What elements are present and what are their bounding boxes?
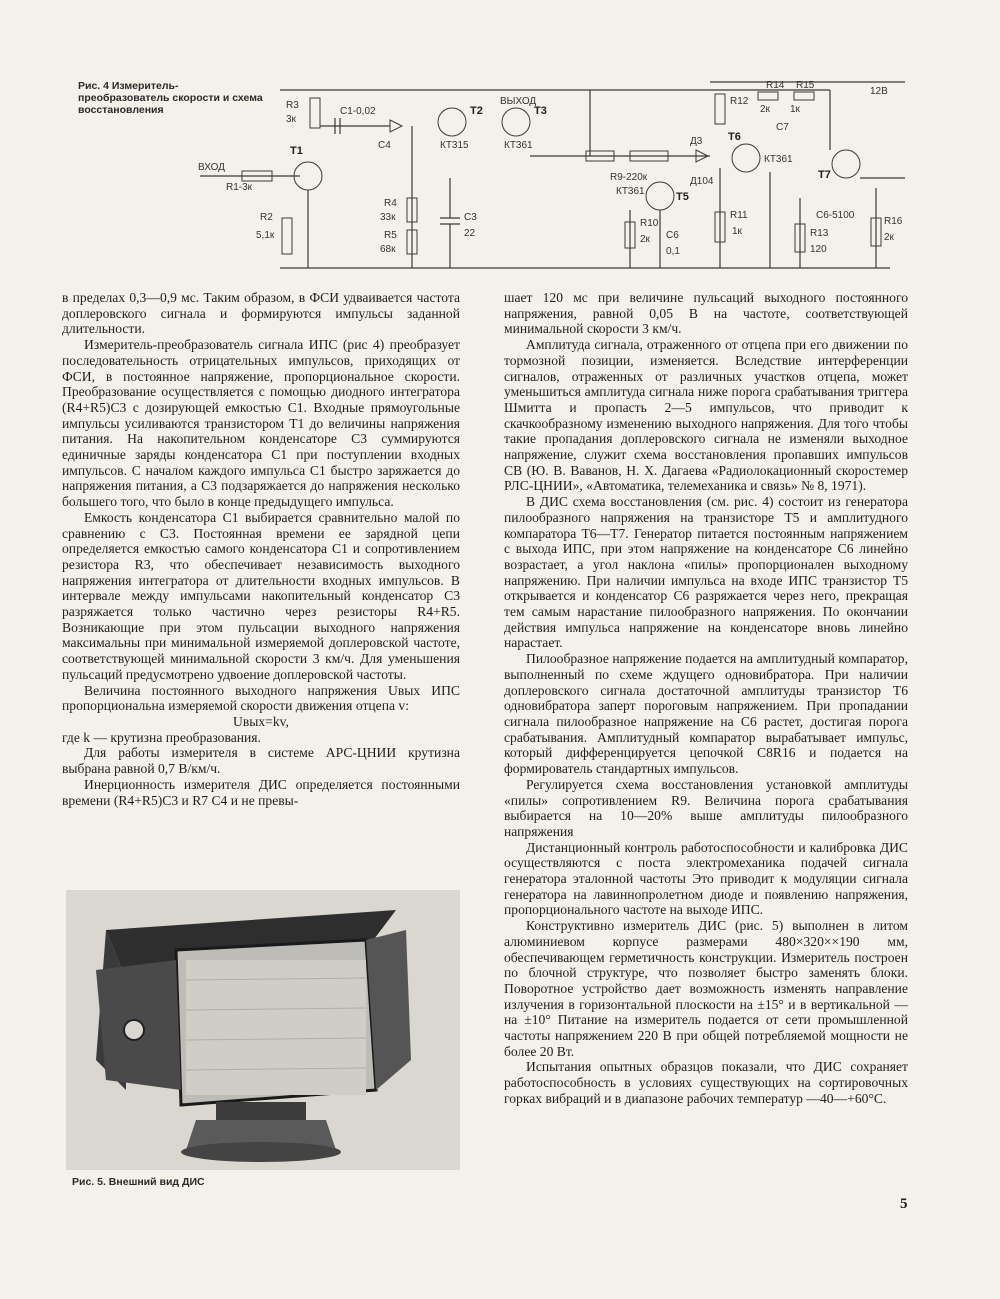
formula: Uвых=kv, [233, 713, 289, 729]
d3-label: Д3 [690, 136, 703, 147]
r12-label: R12 [730, 96, 749, 107]
paragraph: Конструктивно измеритель ДИС (рис. 5) выполнен в литом алюминиевом корпусе размерами 480×320××190 мм, обеспечивающем герметичность конструкции. Измеритель построен по блочной структуре, что позволяет быстро заменять блоки. Поворотное устройство дает возможность изменять направление излучения в горизонтальной плоскости на ±15° и в вертикальной — на ±10° Питание на измеритель подается от сети промышленной частоты напряжением 220 В при общей потребляемой мощности не более 20 Вт. [504, 918, 908, 1059]
r16-label: R16 [884, 216, 903, 227]
r10-label: R10 [640, 218, 659, 229]
r11-value: 1к [732, 226, 742, 237]
t5-label: Т5 [676, 191, 689, 203]
paragraph: Пилообразное напряжение подается на амплитудный компаратор, выполненный по схеме ждущего одновибратора. При наличии доплеровского сигнала достаточной амплитуды транзистор Т6 одновибратора заперт пороговым напряжением. При пропадании сигнала пилообразное напряжение на C6 растет, достигая порога срабатывания. Амплитудный компаратор вырабатывает импульс, который дифференцируется цепочкой C8R16 и подается на формирователь стандартных импульсов. [504, 651, 908, 777]
voltage-label: 12В [870, 86, 888, 97]
r4-value: 33к [380, 212, 396, 223]
page-number: 5 [900, 1196, 908, 1212]
c3-label: C3 [464, 212, 477, 223]
paragraph: в пределах 0,3—0,9 мс. Таким образом, в ФСИ удваивается частота доплеровского сигнала и формируются импульсы заданной длительности. [62, 290, 460, 337]
paragraph: Для работы измерителя в системе АРС-ЦНИИ крутизна выбрана равной 0,7 В/км/ч. [62, 745, 460, 777]
paragraph: В ДИС схема восстановления (см. рис. 4) состоит из генератора пилообразного напряжения на транзисторе Т5 и амплитудного компаратора Т6—Т7. Генератор питается постоянным напряжением с выхода ИПС, при этом напряжение на конденсаторе C6 линейно возрастает, а угол наклона «пилы» пропорционален выходному напряжению. При наличии импульса на входе ИПС транзистор Т5 открывается и конденсатор C6 разряжается через него, прекращая тем самым нарастание пилообразного напряжения. По окончании действия импульса напряжение на конденсаторе вновь линейно нарастает. [504, 494, 908, 651]
paragraph: Величина постоянного выходного напряжения Uвых ИПС пропорциональна измеряемой скорости движения отцепа v: [62, 682, 460, 714]
kt361b-label: КТ361 [616, 186, 645, 197]
paragraph: Испытания опытных образцов показали, что ДИС сохраняет работоспособность в условиях существующих на сортировочных горках вибраций и в диапазоне рабочих температур —40—+60°С. [504, 1059, 908, 1106]
c6-5100-label: C6-5100 [816, 210, 855, 221]
r14-label: R14 [766, 80, 785, 91]
r16-value: 2к [884, 232, 894, 243]
r4-label: R4 [384, 198, 397, 209]
device-photo [66, 890, 460, 1170]
paragraph: где k — крутизна преобразования. [62, 729, 261, 745]
t6-label: Т6 [728, 131, 741, 143]
c1-label: C1-0,02 [340, 106, 376, 117]
paragraph: Регулируется схема восстановления установкой амплитуды «пилы» сопротивлением R9. Величина порога срабатывания выбирается на 10—20% выше амплитуды пилообразного напряжения [504, 776, 908, 839]
figure-4-caption: Рис. 4 Измеритель-преобразователь скорости и схема восстановления [78, 80, 263, 116]
paragraph: Амплитуда сигнала, отраженного от отцепа при его движении по тормозной позиции, изменяется. Вследствие интерференции сигналов, отраженных от различных участков отцепа, может уменьшиться амплитуда сигнала ниже порога срабатывания триггера Шмитта и пропасть 2—5 импульсов, что приводит к скачкообразному изменению выходного напряжения. Для того чтобы такие пропадания доплеровского сигнала не изменяли выходное напряжение, служит схема восстановления пропавших импульсов СВ (Ю. В. Ваванов, Н. Х. Дагаева «Радиолокационный скоростемер РЛС-ЦНИИ», «Автоматика, телемеханика и связь» № 8, 1971). [504, 337, 908, 494]
r15-label: R15 [796, 80, 815, 91]
r11-label: R11 [730, 210, 748, 221]
t3-label: Т3 [534, 105, 547, 117]
kt361a-label: КТ361 [504, 140, 533, 151]
kt315-label: КТ315 [440, 140, 469, 151]
r13-label: R13 [810, 228, 829, 239]
c3-value: 22 [464, 228, 476, 239]
r2-label: R2 [260, 212, 273, 223]
r3-label: R3 [286, 100, 299, 111]
r9-label: R9-220к [610, 172, 648, 183]
input-label: ВХОД [198, 162, 225, 173]
t7-label: Т7 [818, 169, 831, 181]
t1-label: Т1 [290, 145, 303, 157]
c6-value: 0,1 [666, 246, 680, 257]
output-label: ВЫХОД [500, 96, 537, 107]
circuit-schematic [190, 78, 910, 278]
c4-label: C4 [378, 140, 391, 151]
r1-label: R1-3к [226, 182, 253, 193]
r5-value: 68к [380, 244, 396, 255]
paragraph: Инерционность измерителя ДИС определяется постоянными времени (R4+R5)C3 и R7 C4 и не превы- [62, 776, 460, 808]
paragraph: Измеритель-преобразователь сигнала ИПС (рис 4) преобразует последовательность отрицательных импульсов, приходящих от ФСИ, в постоянное напряжение, пропорциональное скорости. Преобразование осуществляется с помощью диодного интегратора (R4+R5)C3 с дозирующей емкостью C1. Входные прямоугольные импульсы усиливаются транзистором Т1 до величины напряжения питания. На накопительном конденсаторе C3 суммируются единичные заряды конденсатора C1 при поступлении входных импульсов. С началом каждого импульса C1 быстро заряжается до напряжения питания, а C3 подзаряжается до напряжения несколько большего того, что было в конце предыдущего импульса. [62, 337, 460, 510]
right-text-column [504, 290, 908, 1107]
t2-label: Т2 [470, 105, 483, 117]
c6-label: C6 [666, 230, 679, 241]
left-text-column [62, 290, 460, 808]
c7-label: C7 [776, 122, 789, 133]
d104-label: Д104 [690, 176, 714, 187]
r3-value: 3к [286, 114, 296, 125]
r14-value: 2к [760, 104, 770, 115]
figure-5-caption: Рис. 5. Внешний вид ДИС [72, 1176, 205, 1188]
r5-label: R5 [384, 230, 397, 241]
paragraph: Емкость конденсатора C1 выбирается сравнительно малой по сравнению с C3. Постоянная времени ее зарядной цепи определяется емкостью самого конденсатора C1 и сопротивлением резистора R3, что обеспечивает независимость выходного напряжения интегратора от длительности входных импульсов. В интервале между импульсами накопительный конденсатор C3 разряжается только частично через резисторы R4+R5. Возникающие при этом пульсации выходного напряжения максимальны при минимальной измеряемой доплеровской частоте, соответствующей минимальной скорости 3 км/ч. Для уменьшения пульсаций предусмотрено удвоение доплеровской частоты. [62, 509, 460, 682]
paragraph: Дистанционный контроль работоспособности и калибровка ДИС осуществляются с поста электромеханика подачей сигнала генератора эталонной частоты Это приводит к модуляции сигнала генератора на лавиннопролетном диоде и появлению напряжения, пропорционального частоте на выходе ИПС. [504, 839, 908, 918]
r15-value: 1к [790, 104, 800, 115]
kt361c-label: КТ361 [764, 154, 793, 165]
paragraph: шает 120 мс при величине пульсаций выходного постоянного напряжения, равной 0,05 В на частоте, соответствующей минимальной скорости 3 км/ч. [504, 290, 908, 337]
r2-value: 5,1к [256, 230, 275, 241]
r10-value: 2к [640, 234, 650, 245]
r13-value: 120 [810, 244, 827, 255]
